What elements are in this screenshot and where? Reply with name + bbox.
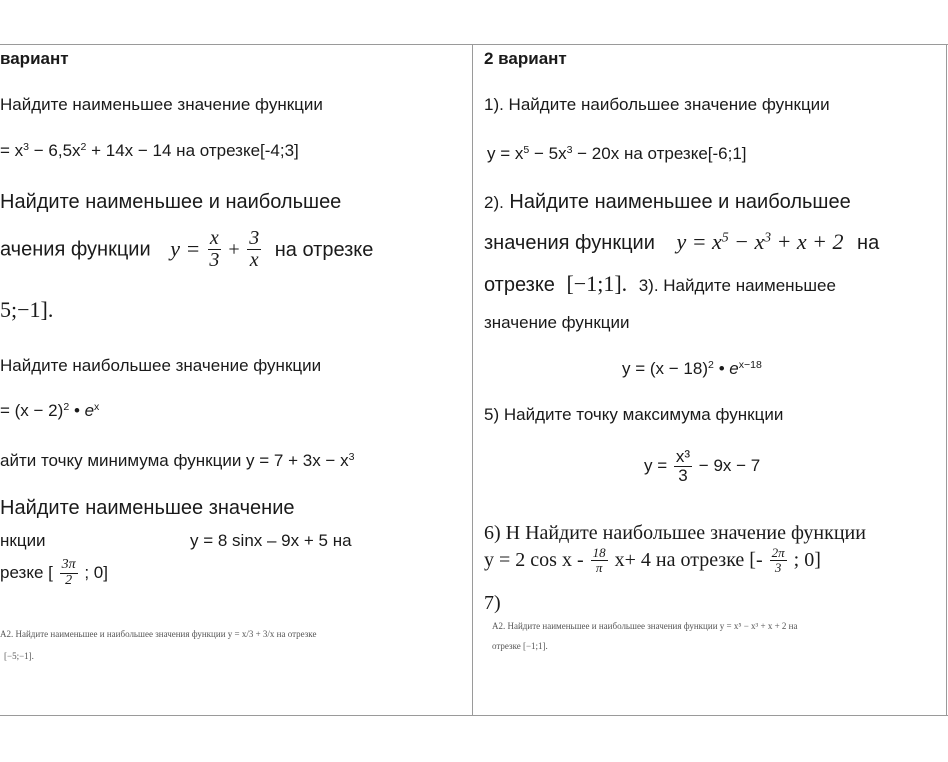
left-q1-text: Найдите наименьшее значение функции xyxy=(0,95,323,114)
left-q1-formula: = $x^3 - 6,5x^2 + 14x - 14$ на отрезке[-4;3] xyxy=(0,141,299,160)
right-q3-line2: значение функции xyxy=(484,313,630,332)
left-q2-fraction-1: $\frac{x}{3}$ xyxy=(209,227,220,271)
left-q2-line2: ачения функции y = $\frac{x}{3}$ + $\frac{3}{x}$ на отрезке xyxy=(0,227,374,271)
left-q3-text: Найдите наибольшее значение функции xyxy=(0,356,322,375)
table-bottom-border xyxy=(0,715,948,716)
table-right-border xyxy=(946,44,947,716)
right-q6-text: 6) Н Найдите наибольшее значение функции xyxy=(484,522,866,544)
right-q6-fraction-1: $\frac{18}{\pi}$ xyxy=(592,545,606,575)
right-q1-text: 1). Найдите наибольшее значение функции xyxy=(484,95,830,114)
left-q2-interval: 5;−1]. xyxy=(0,297,54,322)
left-q2-fraction-2: $\frac{3}{x}$ xyxy=(249,227,260,271)
right-q6-fraction-2: $\frac{2\pi}{3}$ xyxy=(771,545,785,575)
column-divider xyxy=(472,44,473,716)
right-q3-formula: $y = (x - 18)^2$ • $e^{x-18}$ xyxy=(622,359,762,378)
right-q2-line3: отрезке [−1;1]. 3). Найдите наименьшее xyxy=(484,271,836,296)
left-q5-text: Найдите наименьшее значение xyxy=(0,497,295,519)
table-top-border xyxy=(0,44,948,45)
right-q5-formula: y = $\frac{\text{x³}}{3}$ − 9x − 7 xyxy=(644,447,761,485)
left-q5-line3: резке [ $\frac{3\pi}{2}$ ; 0] xyxy=(0,557,108,588)
right-q1-formula: $y = x^5 - 5x^3 - 20x$ на отрезке[-6;1] xyxy=(487,144,747,163)
right-q7-text: 7) xyxy=(484,592,501,614)
left-q3-formula: = $(x - 2)^2$ • $e^x$ xyxy=(0,401,100,420)
left-q4-text: айти точку минимума функции $y = 7 + 3x - x^3$ xyxy=(0,451,355,470)
right-q6-formula: y = 2 cos x - $\frac{18}{\pi}$ x+ 4 на отрезке [- $\frac{2\pi}{3}$ ; 0] xyxy=(484,545,821,575)
left-q5-line2-label: нкции xyxy=(0,531,46,550)
left-heading: вариант xyxy=(0,49,69,68)
left-q2-text: Найдите наименьшее и наибольшее xyxy=(0,191,342,213)
right-q2-line2: значения функции $y = x^5 - x^3 + x + 2$ на xyxy=(484,229,880,254)
left-blurred-line-1: А2. Найдите наименьшее и наибольшее значения функции y = x/3 + 3/x на отрезке xyxy=(0,629,317,639)
right-blurred-line-2: отрезке [−1;1]. xyxy=(492,641,548,651)
left-q5-fraction: $\frac{3\pi}{2}$ xyxy=(61,557,76,588)
right-q5-fraction: $\frac{\text{x³}}{3}$ xyxy=(675,447,691,485)
left-blurred-line-2: [−5;−1]. xyxy=(4,651,34,661)
right-q5-text: 5) Найдите точку максимума функции xyxy=(484,405,784,424)
right-blurred-line-1: А2. Найдите наименьшее и наибольшее значения функции y = x⁵ − x³ + x + 2 на xyxy=(492,621,798,631)
right-heading: 2 вариант xyxy=(484,49,567,68)
left-q5-formula: y = 8 sinx – 9x + 5 на xyxy=(190,531,352,550)
right-q2-text: 2). Найдите наименьшее и наибольшее xyxy=(484,191,851,213)
